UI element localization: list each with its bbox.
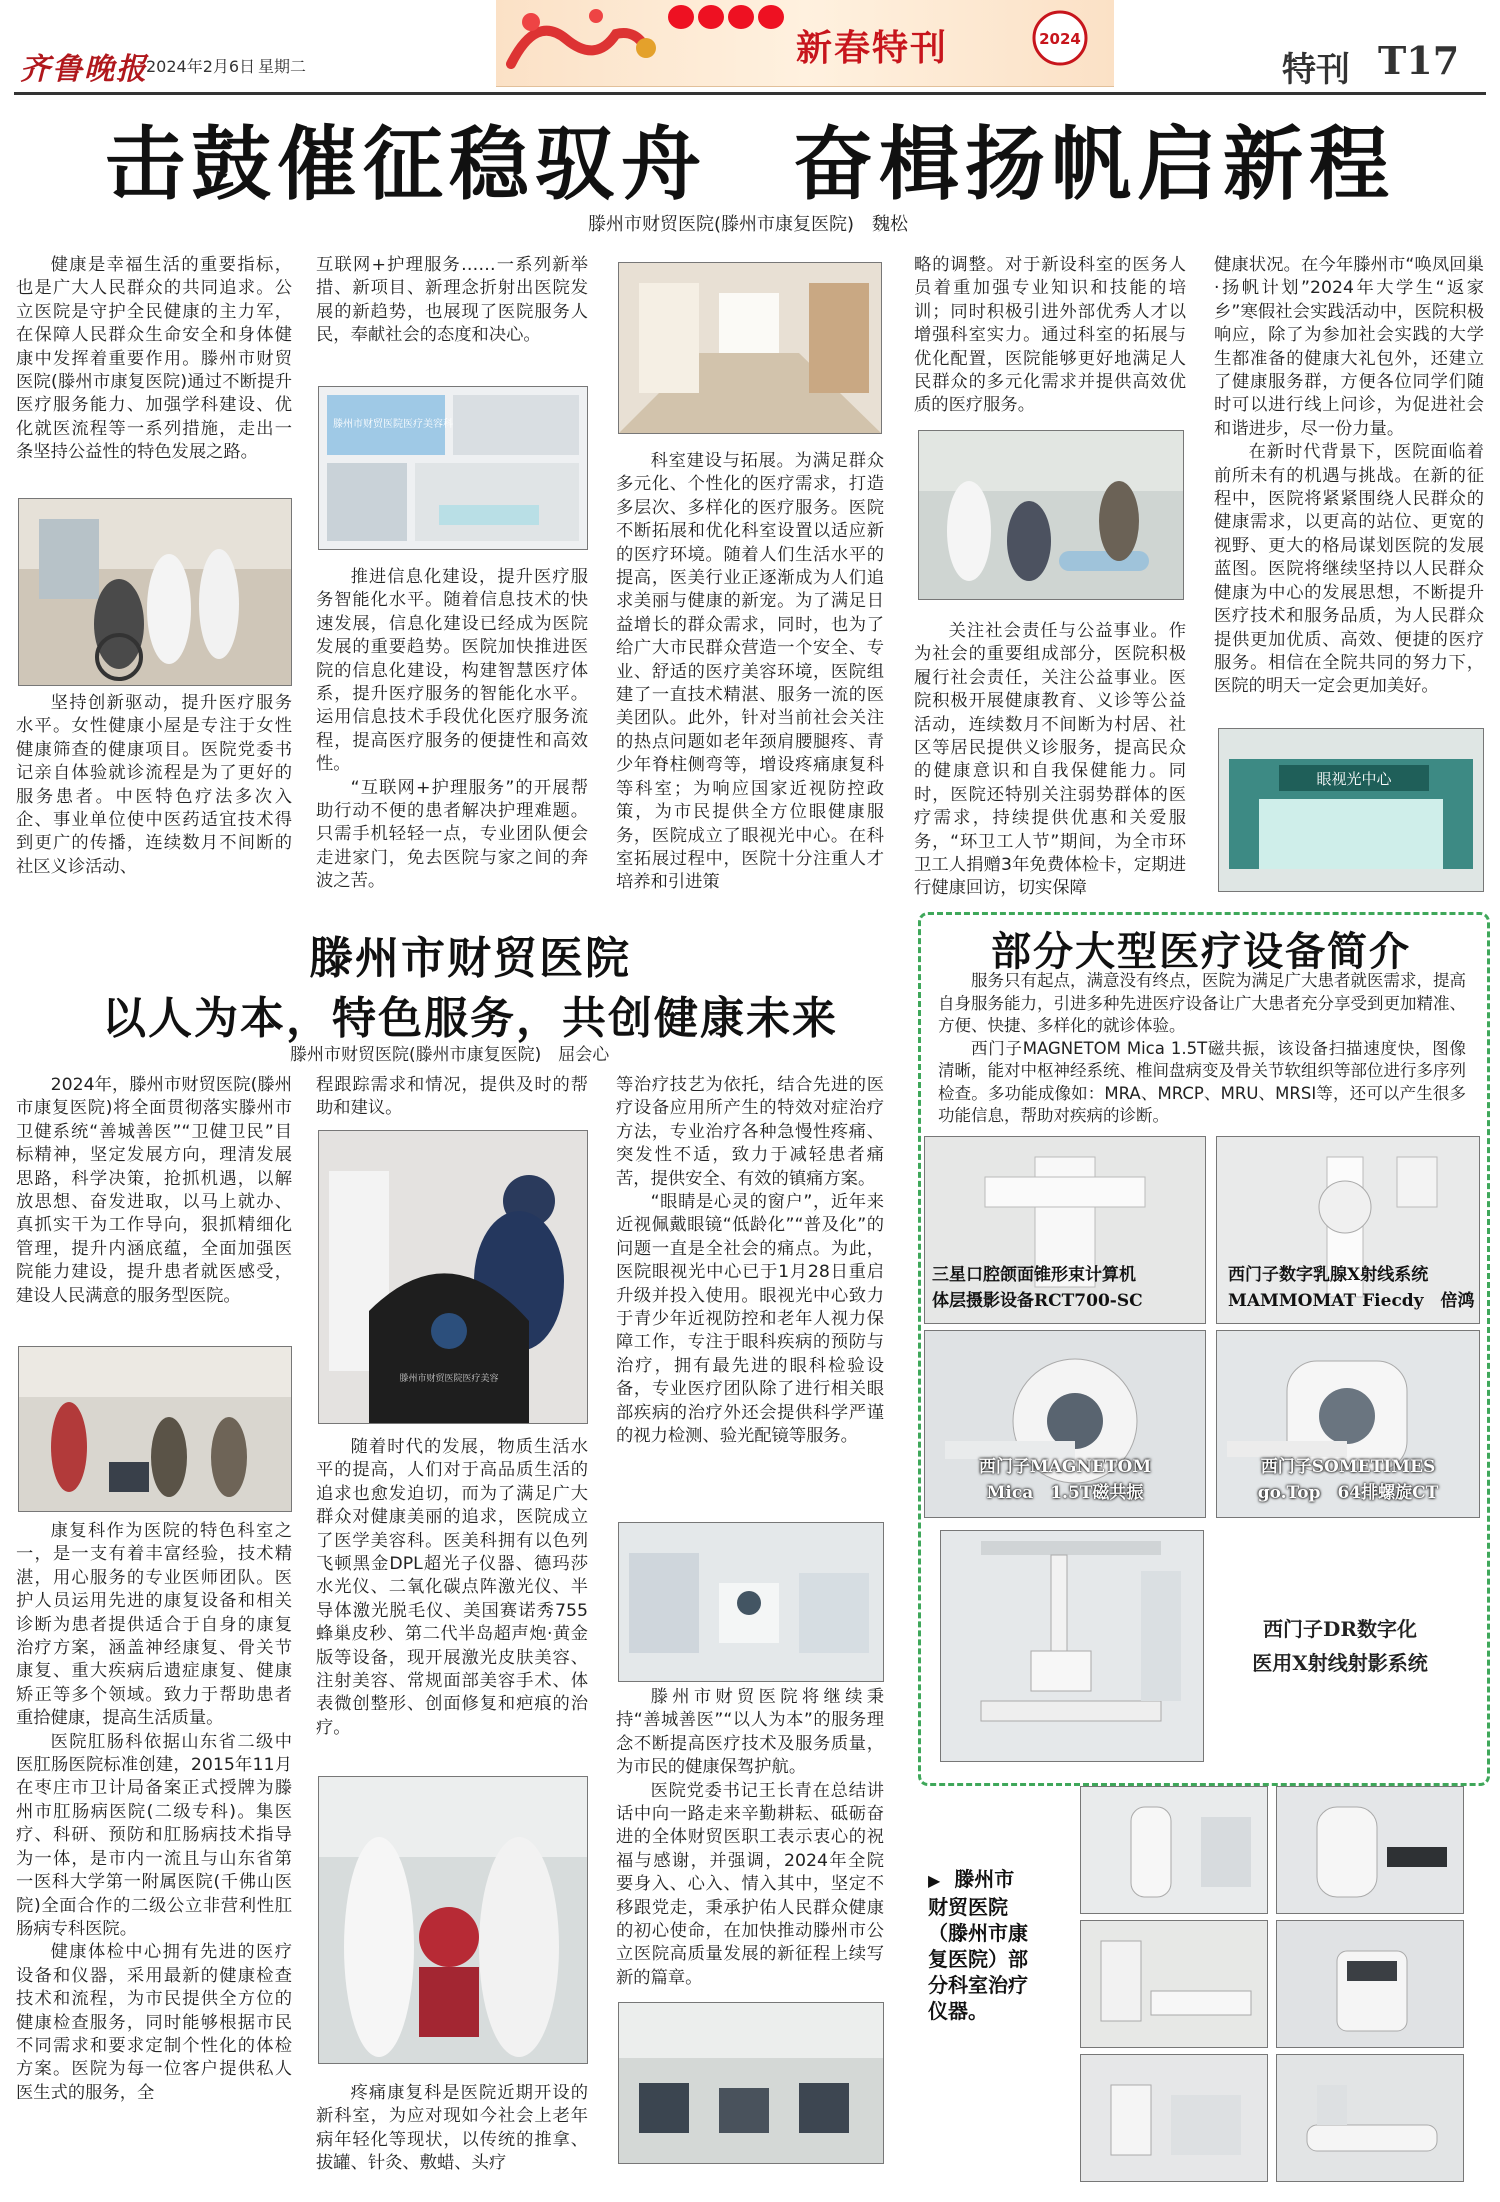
photo-instrument-3 <box>1080 1920 1268 2048</box>
paragraph: 康复科作为医院的特色科室之一，是一支有着丰富经验，技术精湛，用心服务的专业医师团队。医护人员运用先进的康复设备和相关诊断为患者提供适合于自身的康复治疗方案，涵盖神经康复、骨关节康复、重大疾病后遗症康复、健康矫正等多个领域。致力于帮助患者重拾健康，提高生活质量。 <box>16 1521 292 1729</box>
paragraph: 推进信息化建设，提升医疗服务智能化水平。随着信息技术的快速发展，信息化建设已经成为医院发展的重要趋势。医院加快推进医院的信息化建设，构建智慧医疗体系，提升医疗服务的智能化水平。运用信息技术手段优化医疗服务流程，提高医疗服务的便捷性和高效性。 <box>316 567 588 775</box>
caption-line: 体层摄影设备RCT700-SC <box>932 1291 1143 1311</box>
paragraph: 健康体检中心拥有先进的医疗设备和仪器，采用最新的健康检查技术和流程，为市民提供全方位的健康检查服务，同时能够根据市民不同需求和要求定制个性化的体检方案。医院为每一位客户提供私人医生式的服务，全 <box>16 1942 292 2103</box>
paragraph: 医院党委书记王长青在总结讲话中向一路走来辛勤耕耘、砥砺奋进的全体财贸医职工表示衷心的祝福与感谢，并强调，2024年全院要身入、心入、情入其中，坚定不移跟党走，秉承护佑人民群众健康的初心使命，在加快推动滕州市公立医院高质量发展的新征程上续写新的篇章。 <box>616 1780 884 1988</box>
photo-physio-hall <box>618 2002 884 2164</box>
caption-line: MAMMOMAT Fiecdy 倍鸿 <box>1228 1291 1475 1311</box>
issue-weekday: 星期二 <box>258 57 307 76</box>
photo-pain-therapy <box>318 1776 588 2064</box>
section-tag: 特刊 <box>1282 50 1350 90</box>
article1-col2-bottom <box>316 566 588 894</box>
caption-line: 财贸医院 <box>928 1895 1008 1919</box>
caption-line: 西门子SOMETIMES <box>1260 1457 1436 1477</box>
caption-line: 西门子DR数字化 <box>1263 1617 1417 1641</box>
caption-line: （滕州市康 <box>928 1921 1028 1945</box>
photo-instrument-6 <box>1276 2054 1464 2182</box>
equipment-caption-mri <box>940 1454 1190 1506</box>
caption-line: 医用X射线射影系统 <box>1252 1651 1428 1675</box>
article1-col5 <box>1214 254 1484 699</box>
paragraph: 2024年，滕州市财贸医院(滕州市康复医院)将全面贯彻落实滕州市卫健系统“善城善医”“卫健卫民”目标精神，坚定发展方向，理清发展思路，科学决策，抢抓机遇，以解放思想、奋发进取，以马上就办、真抓实干为工作导向，狠抓精细化管理，提升内涵底蕴，全面加强医院能力建设，提升患者就医感受，建设人民满意的服务型医院。 <box>16 1075 292 1306</box>
caption-line: 复医院）部 <box>928 1947 1028 1971</box>
paragraph: 科室建设与拓展。为满足群众多元化、个性化的医疗需求，打造多层次、多样化的医疗服务。医院不断拓展和优化科室设置以适应新的医疗环境。随着人们生活水平的提高，医美行业正逐渐成为人们追求美丽与健康的新宠。为了满足日益增长的群众需求，同时，也为了给广大市民群众营造一个安全、专业、舒适的医疗美容环境，医院组建了一直技术精湛、服务一流的医美团队。此外，针对当前社会关注的热点问题如老年颈肩腰腿疼、青少年脊柱侧弯等，增设疼痛康复科等科室；为响应国家近视防控政策，为市民提供全方位眼健康服务，医院成立了眼视光中心。在科室拓展过程中，医院十分注重人才培养和引进策 <box>616 451 884 893</box>
paragraph: 互联网+护理服务……一系列新举措、新项目、新理念折射出医院发展的新趋势，也展现了医院服务人民，奉献社会的态度和决心。 <box>316 255 588 346</box>
paragraph: “互联网+护理服务”的开展帮助行动不便的患者解决护理难题。只需手机轻轻一点，专业团队便会走进家门，免去医院与家之间的奔波之苦。 <box>316 777 588 892</box>
paper-name: 齐鲁晚报 <box>20 52 148 87</box>
equipment-intro <box>938 970 1466 1128</box>
paragraph: 西门子MAGNETOM Mica 1.5T磁共振，该设备扫描速度快，图像清晰，能对中枢神经系统、椎间盘病变及骨关节软组织等部位进行多序列检查。多功能成像如：MRA、MRCP、MRU、MRSI等，还可以产生很多功能信息，帮助对疾病的诊断。 <box>938 1038 1466 1125</box>
spring-festival-banner <box>496 0 1114 87</box>
article2-col2-bottom <box>316 2082 588 2176</box>
paragraph: 程跟踪需求和情况，提供及时的帮助和建议。 <box>316 1075 588 1119</box>
masthead <box>0 0 1500 96</box>
photo-hospital-corridor <box>618 262 882 434</box>
paragraph: 健康是幸福生活的重要指标，也是广大人民群众的共同追求。公立医院是守护全民健康的主力军，在保障人民群众生命安全和身体健康中发挥着重要作用。滕州市财贸医院(滕州市康复医院)通过不断提升医疗服务能力、加强学科建设、优化就医流程等一系列措施，走出一条坚持公益性的特色发展之路。 <box>16 255 292 463</box>
masthead-rule <box>14 92 1486 95</box>
equipment-caption-mammography <box>1228 1262 1478 1314</box>
article1-byline: 滕州市财贸医院(滕州市康复医院) 魏松 <box>588 214 909 235</box>
paragraph: 在新时代背景下，医院面临着前所未有的机遇与挑战。在新的征程中，医院将紧紧围绕人民群众的健康需求，以更高的站位、更宽的视野、更大的格局谋划医院的发展蓝图。医院将继续坚持以人民群众健康为中心的发展思想，不断提升医疗技术和服务品质，为人民群众提供更加优质、高效、便捷的医疗服务。相信在全院共同的努力下，医院的明天一定会更加美好。 <box>1214 442 1484 697</box>
article1-col3 <box>616 450 884 895</box>
caption-line: go.Top 64排螺旋CT <box>1257 1483 1439 1503</box>
instruments-caption <box>928 1866 1078 2024</box>
paragraph: 医院肛肠科依据山东省二级中医肛肠医院标准创建，2015年11月在枣庄市卫计局备案正式授牌为滕州市肛肠病医院(二级专科)。集医疗、科研、预防和肛肠病技术指导为一体，是市内一流且与山东省第一医科大学第一附属医院(千佛山医院)全面合作的二级公立非营利性肛肠病专科医院。 <box>16 1731 292 1939</box>
photo-instrument-2 <box>1276 1786 1464 1914</box>
page-number: T17 <box>1378 38 1460 83</box>
dragon-illustration <box>506 4 656 78</box>
svg-text:眼视光中心: 眼视光中心 <box>1316 770 1392 788</box>
paragraph: 坚持创新驱动，提升医疗服务水平。女性健康小屋是专注于女性健康筛查的健康项目。医院党委书记亲自体验就诊流程是为了更好的服务患者。中医特色疗法多次入企、事业单位使中医药适宜技术得到更广的传播，连续数月不间断的社区义诊活动、 <box>16 693 292 877</box>
photo-rehab-visit <box>18 498 292 686</box>
photo-dr-device <box>940 1530 1204 1762</box>
article1-col4-bottom <box>914 620 1186 901</box>
paragraph: 关注社会责任与公益事业。作为社会的重要组成部分，医院积极履行社会责任，关注公益事业。医院积极开展健康教育、义诊等公益活动，连续数月不间断为村居、社区等居民提供义诊服务，提高民众的健康意识和自我保健能力。同时，医院还特别关注弱势群体的医疗需求，持续提供优惠和关爱服务，“环卫工人节”期间，为全市环卫工人捐赠3年免费体检卡，定期进行健康回访，切实保障 <box>914 621 1186 899</box>
article2-col1-top <box>16 1074 292 1308</box>
caption-line: 三星口腔颌面锥形束计算机 <box>932 1265 1136 1285</box>
article2-headline-line1: 滕州市财贸医院 <box>309 933 631 984</box>
paragraph: 略的调整。对于新设科室的医务人员着重加强专业知识和技能的培训；同时积极引进外部优秀人才以增强科室实力。通过科室的拓展与优化配置，医院能够更好地满足人民群众的多元化需求并提供高效优质的医疗服务。 <box>914 255 1186 416</box>
lantern-decoration <box>666 2 786 32</box>
svg-text:滕州市财贸医院医疗美容: 滕州市财贸医院医疗美容 <box>399 1374 499 1384</box>
paragraph: “眼睛是心灵的窗户”，近年来近视佩戴眼镜“低龄化”“普及化”的问题一直是全社会的痛点。为此，医院眼视光中心已于1月28日重启升级并投入使用。眼视光中心致力于青少年近视防控和老年人视力保障工作，专注于眼科疾病的预防与治疗，拥有最先进的眼科检验设备，专业医疗团队除了进行相关眼部疾病的治疗外还会提供科学严谨的视力检测、验光配镜等服务。 <box>616 1192 884 1447</box>
svg-text:滕州市财贸医院医疗美容科: 滕州市财贸医院医疗美容科 <box>333 419 453 430</box>
equipment-caption-cbct <box>932 1262 1202 1314</box>
equipment-caption-dr <box>1210 1612 1470 1680</box>
photo-eye-exam-room <box>618 1522 884 1682</box>
photo-beauty-treatment <box>318 1130 588 1424</box>
article2-byline: 滕州市财贸医院(滕州市康复医院) 屈会心 <box>290 1045 610 1065</box>
photo-free-clinic <box>918 430 1184 600</box>
article2-headline-line2: 以人为本，特色服务，共创健康未来 <box>102 993 838 1044</box>
main-headline: 击鼓催征稳驭舟 奋楫扬帆启新程 <box>105 117 1395 211</box>
paragraph: 等治疗技艺为依托，结合先进的医疗设备应用所产生的特效对症治疗方法，专业治疗各种急慢性疼痛、突发性不适，致力于减轻患者痛苦，提供安全、有效的镇痛方案。 <box>616 1075 884 1189</box>
equipment-title: 部分大型医疗设备简介 <box>991 928 1411 975</box>
year-badge-icon <box>1030 8 1090 68</box>
photo-optometry-center <box>1218 728 1484 892</box>
caption-line: Mica 1.5T磁共振 <box>986 1483 1144 1503</box>
photo-instrument-4 <box>1276 1920 1464 2048</box>
issue-date: 2024年2月6日 <box>146 57 256 76</box>
article1-col1-bottom <box>16 692 292 879</box>
article2-col1-bottom <box>16 1520 292 2105</box>
arrow-right-icon: ▶ <box>928 1871 941 1890</box>
caption-line: 分科室治疗 <box>928 1973 1028 1997</box>
article2-col3-middle <box>616 1686 884 1990</box>
caption-line: 西门子数字乳腺X射线系统 <box>1228 1265 1429 1285</box>
caption-line: 西门子MAGNETOM <box>978 1457 1152 1477</box>
article2-col2-middle <box>316 1436 588 1740</box>
paragraph: 随着时代的发展，物质生活水平的提高，人们对于高品质生活的追求也愈发迫切，而为了满足广大群众对健康美丽的追求，医院成立了医学美容科。医美科拥有以色列飞顿黑金DPL超光子仪器、德玛莎水光仪、二氧化碳点阵激光仪、半导体激光脱毛仪、美国赛诺秀755蜂巢皮秒、第二代半岛超声炮·黄金版等设备，现开展激光皮肤美容、注射美容、常规面部美容手术、体表微创整形、创面修复和疤痕的治疗。 <box>316 1437 588 1738</box>
equipment-caption-ct <box>1228 1454 1468 1506</box>
banner-title: 新春特刊 <box>796 27 949 69</box>
article1-col2-top <box>316 254 588 348</box>
paragraph: 服务只有起点，满意没有终点，医院为满足广大患者就医需求，提高自身服务能力，引进多种先进医疗设备让广大患者充分享受到更加精准、方便、快捷、多样化的就诊体验。 <box>938 971 1466 1035</box>
article1-col4-top <box>914 254 1186 418</box>
article2-col2-top <box>316 1074 588 1121</box>
article2-col3-top <box>616 1074 884 1449</box>
paragraph: 滕州市财贸医院将继续秉持“善城善医”“以人为本”的服务理念不断提高医疗技术及服务质量，为市民的健康保驾护航。 <box>616 1687 884 1778</box>
caption-line: 仪器。 <box>928 1999 988 2023</box>
photo-beauty-department <box>318 386 588 550</box>
photo-instrument-1 <box>1080 1786 1268 1914</box>
paragraph: 健康状况。在今年滕州市“唤凤回巢·扬帆计划”2024年大学生“返家乡”寒假社会实践活动中，医院积极响应，除了为参加社会实践的大学生都准备的健康大礼包外，还建立了健康服务群，方便各位同学们随时可以进行线上问诊，为促进社会和谐进步，尽一份力量。 <box>1214 255 1484 439</box>
photo-rehab-room <box>18 1346 292 1512</box>
photo-instrument-5 <box>1080 2054 1268 2182</box>
caption-line: 滕州市 <box>954 1867 1015 1891</box>
paragraph: 疼痛康复科是医院近期开设的新科室，为应对现如今社会上老年病年轻化等现状，以传统的推拿、拔罐、针灸、敷蜡、头疗 <box>316 2083 588 2174</box>
svg-text:2024: 2024 <box>1039 30 1081 48</box>
article1-col1-top <box>16 254 292 465</box>
